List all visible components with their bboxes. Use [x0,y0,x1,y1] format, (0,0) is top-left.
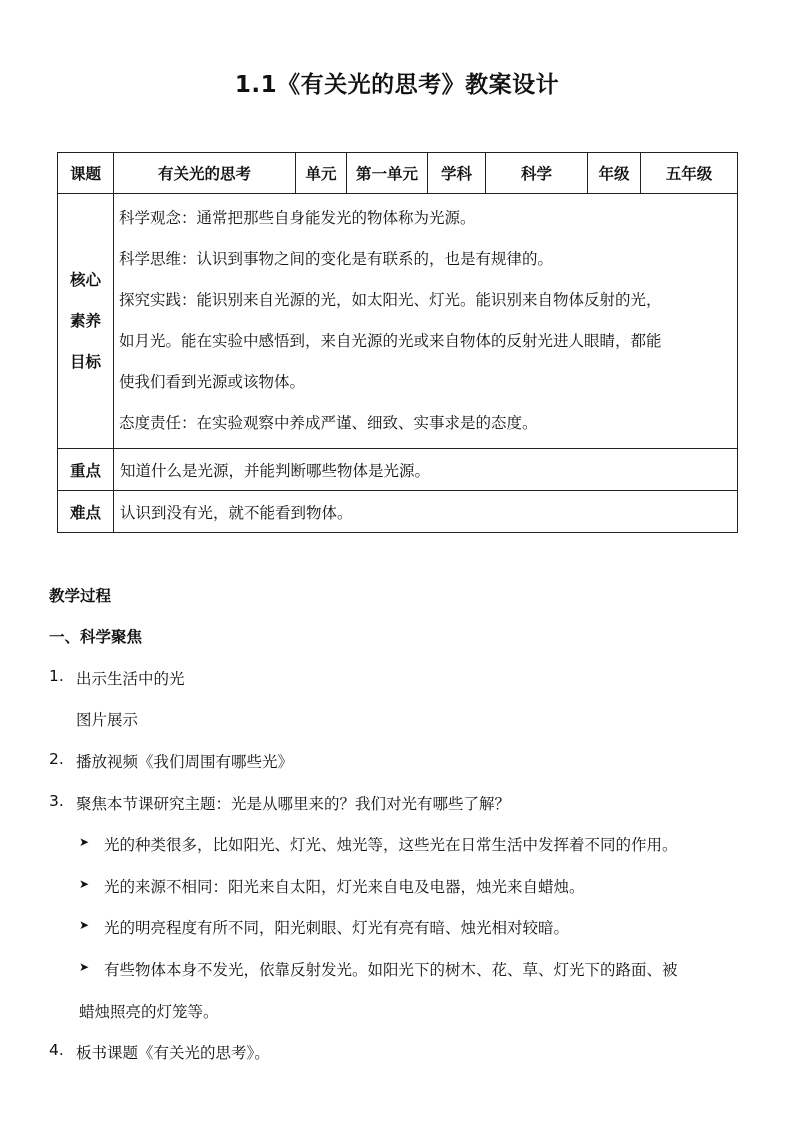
subject-label: 学科 [428,153,486,194]
core-goal-line: 探究实践：能识别来自光源的光，如太阳光、灯光。能识别来自物体反射的光， [119,291,662,309]
list-item [49,792,510,814]
item-number: 4. [49,1041,64,1059]
core-label-line: 素养 [69,311,101,330]
subject-value: 科学 [486,153,588,194]
bullet-item [49,875,585,897]
item-number: 3. [49,792,64,810]
bullet-text: 光的明亮程度有所不同，阳光刺眼、灯光有亮有暗、烛光相对较暗。 [104,919,570,937]
core-label-line: 目标 [69,352,101,371]
item-subtext: 图片展示 [76,711,139,729]
item-number: 2. [49,750,64,768]
core-goal-line: 科学思维：认识到事物之间的变化是有联系的，也是有规律的。 [119,250,554,268]
core-label-line: 核心 [69,270,101,289]
core-goal-line: 使我们看到光源或该物体。 [119,373,306,391]
bullet-text: 有些物体本身不发光，依靠反射发光。如阳光下的树木、花、草、灯光下的路面、被 [104,961,678,979]
lesson-label: 课题 [58,153,114,194]
core-goals-label [58,194,114,449]
lesson-value: 有关光的思考 [114,153,296,194]
difficulty-content: 认识到没有光，就不能看到物体。 [114,491,738,533]
item-text: 板书课题《有关光的思考》。 [76,1044,270,1062]
item-text: 出示生活中的光 [76,670,185,688]
bullet-continuation: 蜡烛照亮的灯笼等。 [79,1003,219,1021]
unit-value: 第一单元 [347,153,428,194]
key-point-content: 知道什么是光源，并能判断哪些物体是光源。 [114,449,738,491]
core-goal-line: 如月光。能在实验中感悟到，来自光源的光或来自物体的反射光进人眼睛，都能 [119,332,662,350]
item-number: 1. [49,667,64,685]
item-text: 播放视频《我们周围有哪些光》 [76,753,294,771]
bullet-item [49,916,569,938]
bullet-item [49,958,678,980]
grade-value: 五年级 [641,153,738,194]
section-heading: 一、科学聚焦 [49,628,143,646]
list-item [49,667,185,689]
bullet-text: 光的种类很多，比如阳光、灯光、烛光等，这些光在日常生活中发挥着不同的作用。 [104,836,678,854]
list-item [49,750,293,772]
grade-label: 年级 [588,153,641,194]
process-heading: 教学过程 [49,587,112,605]
bullet-item [49,833,678,855]
unit-label: 单元 [296,153,347,194]
core-goal-line: 态度责任：在实验观察中养成严谨、细致、实事求是的态度。 [119,414,538,432]
arrow-bullet-icon: ➤ [79,918,90,932]
arrow-bullet-icon: ➤ [79,960,90,974]
core-goals-content [114,194,738,449]
arrow-bullet-icon: ➤ [79,877,90,891]
difficulty-label: 难点 [58,491,114,533]
arrow-bullet-icon: ➤ [79,835,90,849]
document-title: 1.1《有关光的思考》教案设计 [234,72,560,98]
lesson-info-table [57,152,738,533]
key-point-label: 重点 [58,449,114,491]
item-text: 聚焦本节课研究主题：光是从哪里来的？我们对光有哪些了解？ [76,795,511,813]
bullet-text: 光的来源不相同：阳光来自太阳，灯光来自电及电器，烛光来自蜡烛。 [104,878,585,896]
core-goal-line: 科学观念：通常把那些自身能发光的物体称为光源。 [119,209,476,227]
list-item [49,1041,270,1063]
